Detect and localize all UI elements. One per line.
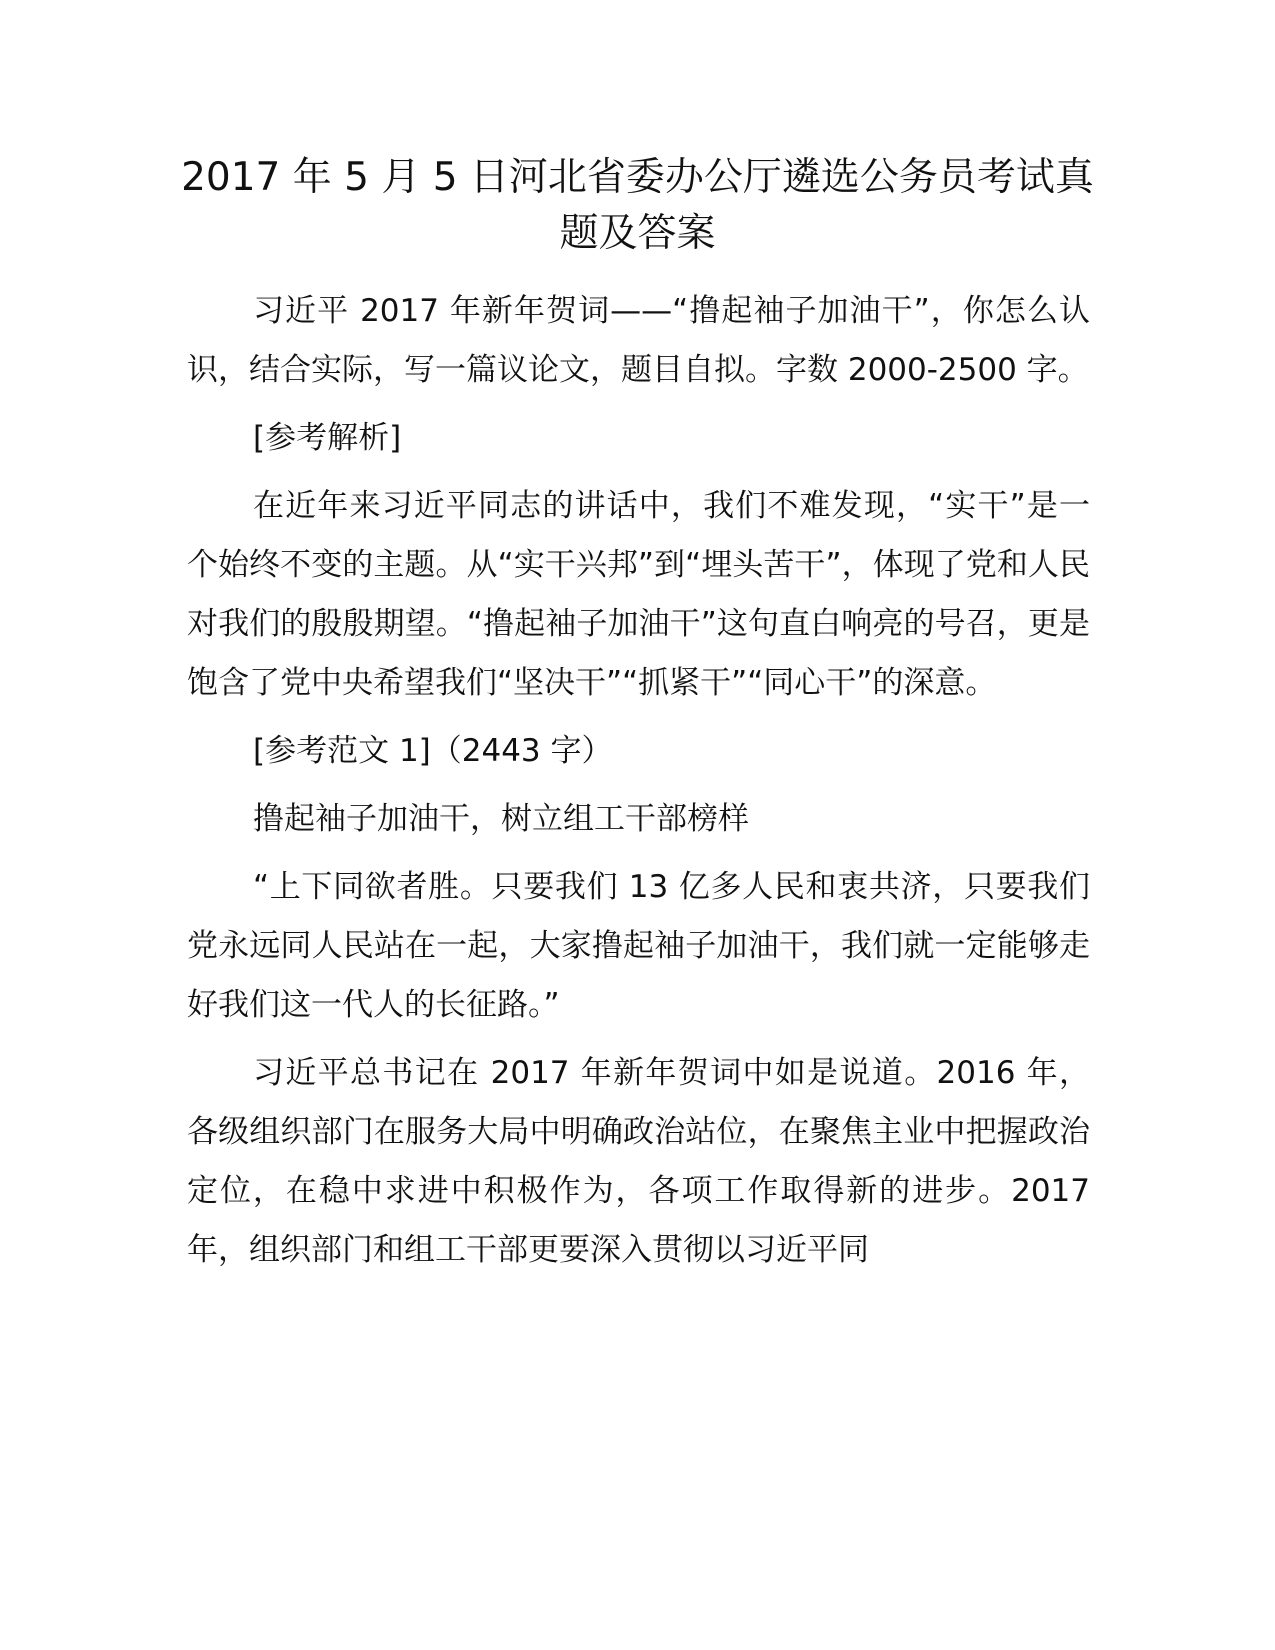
document-body <box>187 282 1090 1289</box>
analysis-paragraph: 在近年来习近平同志的讲话中，我们不难发现，“实干”是一个始终不变的主题。从“实干兴邦”到“埋头苦干”，体现了党和人民对我们的殷殷期望。“撸起袖子加油干”这句直白响亮的号召，更是饱含了党中央希望我们“坚决干”“抓紧干”“同心干”的深意。 <box>187 488 1090 701</box>
sample-essay-heading: [参考范文 1]（2443 字） <box>253 733 613 769</box>
essay-quote-paragraph: “上下同欲者胜。只要我们 13 亿多人民和衷共济，只要我们党永远同人民站在一起，大家撸起袖子加油干，我们就一定能够走好我们这一代人的长征路。” <box>187 869 1090 1023</box>
question-paragraph: 习近平 2017 年新年贺词——“撸起袖子加油干”，你怎么认识，结合实际，写一篇议论文，题目自拟。字数 2000-2500 字。 <box>187 293 1090 388</box>
analysis-heading: [参考解析] <box>253 420 402 456</box>
essay-body-paragraph: 习近平总书记在 2017 年新年贺词中如是说道。2016 年，各级组织部门在服务大局中明确政治站位，在聚焦主业中把握政治定位，在稳中求进中积极作为，各项工作取得新的进步。2017 年，组织部门和组工干部更要深入贯彻以习近平同 <box>187 1055 1090 1268</box>
document-title: 2017 年 5 月 5 日河北省委办公厅遴选公务员考试真题及答案 <box>181 155 1094 256</box>
essay-title: 撸起袖子加油干，树立组工干部榜样 <box>253 801 749 837</box>
